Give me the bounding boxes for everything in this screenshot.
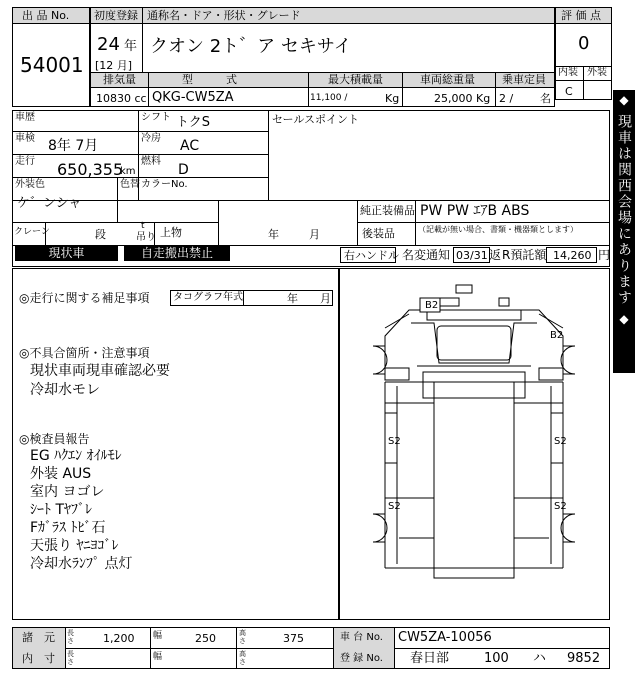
length-value: 1,200 <box>103 632 135 645</box>
payload-label: 最大積載量 <box>328 73 383 86</box>
mileage-label: 走行 <box>15 156 35 167</box>
capacity-unit: 名 <box>540 92 551 105</box>
damage-mark-b2-side: B2 <box>550 330 564 341</box>
inspector-item: Fｶﾞﾗｽ ﾄﾋﾞ石 <box>30 520 106 536</box>
interior-label: 内装 <box>558 67 578 78</box>
color-change-label: 色替 <box>120 179 140 190</box>
damage-mark-s2: S2 <box>388 436 401 447</box>
tacho-year: 年 <box>287 292 298 305</box>
history-label: 車歴 <box>15 112 35 123</box>
mileage-unit: km <box>120 166 136 177</box>
truck-diagram <box>339 268 610 620</box>
year-unit: 年 <box>124 39 138 54</box>
inspector-header: ◎検査員報告 <box>19 432 90 446</box>
inspector-item: 外装 AUS <box>30 466 92 482</box>
steering-value: 右ハンドル <box>344 249 399 262</box>
type-label: 型 式 <box>182 73 237 86</box>
change-notice-label: 名変通知 <box>402 248 451 262</box>
side-banner <box>613 90 635 373</box>
first-reg-month: [12 月] <box>95 59 133 72</box>
inner-width-label: 幅 <box>153 652 163 662</box>
capacity-label: 乗車定員 <box>502 73 546 86</box>
width-label: 幅 <box>153 631 163 641</box>
sales-point-label: セールスポイント <box>272 113 360 126</box>
reg-class: 100 <box>484 651 509 666</box>
exterior-color-label: 外装色 <box>15 179 45 190</box>
tacho-label: タコグラフ年式 <box>173 292 243 303</box>
inner-height-label: 高さ <box>239 650 246 666</box>
side-banner-bottom-mark: ◆ <box>619 312 629 326</box>
width-value: 250 <box>195 632 216 645</box>
tacho-month: 月 <box>320 292 331 305</box>
upper-month: 月 <box>309 228 320 241</box>
ac-label: 冷房 <box>141 133 161 144</box>
interior-grade: C <box>565 85 573 98</box>
inspector-item: 室内 ヨゴレ <box>30 484 105 500</box>
inspector-item: EG ﾊｸｴﾝ ｵｲﾙﾓﾚ <box>30 448 122 464</box>
retrofit-note: （記載が無い場合、書類・機器類とします） <box>418 225 578 234</box>
chassis-label: 車 台 No. <box>340 632 383 643</box>
exterior-color-value: ケ゛ンシャ <box>17 196 82 211</box>
reg-label: 登 録 No. <box>340 653 383 664</box>
return-label: 返 <box>489 248 502 262</box>
equipment-label: 純正装備品 <box>360 204 415 217</box>
inner-dims-label: 内 寸 <box>22 652 55 665</box>
reg-kana: ハ <box>533 651 547 666</box>
payload-value: 11,100 / <box>310 93 348 103</box>
current-vehicle-badge: 現状車 <box>15 246 118 261</box>
vehicle-name: クオン 2ト゛ア セキサイ <box>150 36 352 57</box>
score-value: 0 <box>578 33 590 54</box>
capacity-value: 2 / <box>499 92 514 105</box>
gross-value: 25,000 Kg <box>434 92 491 105</box>
crane-ton: t <box>141 221 145 231</box>
fuel-label: 燃料 <box>141 156 161 167</box>
defect-item: 現状車両現車確認必要 <box>30 363 170 379</box>
inspector-item: 冷却水ﾗﾝﾌﾟ 点灯 <box>30 556 133 572</box>
model-value: QKG-CW5ZA <box>152 90 234 105</box>
damage-mark-s2: S2 <box>388 501 401 512</box>
exterior-label: 外装 <box>587 67 607 78</box>
displacement-value: 10830 cc <box>96 92 147 105</box>
defect-item: 冷却水モレ <box>30 382 100 398</box>
damage-mark-b2-top: B2 <box>425 300 439 311</box>
dims-label: 諸 元 <box>22 631 55 644</box>
side-banner-text: 現車は関西会場にあります <box>616 114 632 306</box>
notice-date: 03/31 <box>456 249 488 262</box>
inspection-label: 車検 <box>15 133 35 144</box>
score-label: 評 価 点 <box>561 9 601 22</box>
recycle-amount: 14,260 <box>553 249 592 262</box>
crane-label: クレーン <box>14 227 50 237</box>
inspector-item: 天張り ﾔﾆﾖｺﾞﾚ <box>30 538 119 554</box>
damage-mark-s2: S2 <box>554 501 567 512</box>
defect-header: ◎不具合箇所・注意事項 <box>19 346 150 360</box>
retrofit-label: 後装品 <box>362 227 395 240</box>
crane-lift: 吊り <box>136 232 156 243</box>
first-reg-label: 初度登録 <box>94 9 138 22</box>
recycle-label: R預託額 <box>502 248 547 262</box>
year-number: 24 <box>97 34 120 55</box>
chassis-value: CW5ZA-10056 <box>398 630 492 645</box>
color-code-label: カラーNo. <box>141 179 188 190</box>
inner-length-label: 長さ <box>67 650 74 666</box>
reg-number: 9852 <box>567 651 601 666</box>
driving-notes-header: ◎走行に関する補足事項 <box>19 291 150 305</box>
no-self-drive-badge: 自走搬出禁止 <box>124 246 230 261</box>
height-label: 高さ <box>239 629 246 645</box>
lot-number: 54001 <box>20 53 84 77</box>
reg-area: 春日部 <box>410 651 450 666</box>
shift-value: トクS <box>176 115 210 130</box>
gross-label: 車両総重量 <box>420 73 475 86</box>
inspection-value: 8年 7月 <box>48 138 99 154</box>
height-value: 375 <box>283 632 304 645</box>
crane-stage: 段 <box>95 228 106 241</box>
inspector-item: ｼｰﾄ Tﾔﾌﾞﾚ <box>30 502 93 518</box>
name-label: 通称名・ドア・形状・グレード <box>147 9 301 22</box>
upper-year: 年 <box>268 228 279 241</box>
shift-label: シフト <box>141 112 171 123</box>
length-label: 長さ <box>67 629 74 645</box>
details-box <box>12 110 610 267</box>
upper-label: 上物 <box>160 226 182 239</box>
lot-label: 出 品 No. <box>22 9 70 22</box>
mileage-value: 650,355 <box>57 160 124 179</box>
ac-value: AC <box>180 138 200 154</box>
equipment-value: PW PW ｴｱB ABS <box>420 203 530 219</box>
damage-mark-s2: S2 <box>554 436 567 447</box>
fuel-value: D <box>178 162 189 178</box>
payload-unit: Kg <box>385 92 400 105</box>
side-banner-top-mark: ◆ <box>619 93 629 107</box>
recycle-unit: 円 <box>598 248 611 262</box>
displacement-label: 排気量 <box>103 73 136 86</box>
